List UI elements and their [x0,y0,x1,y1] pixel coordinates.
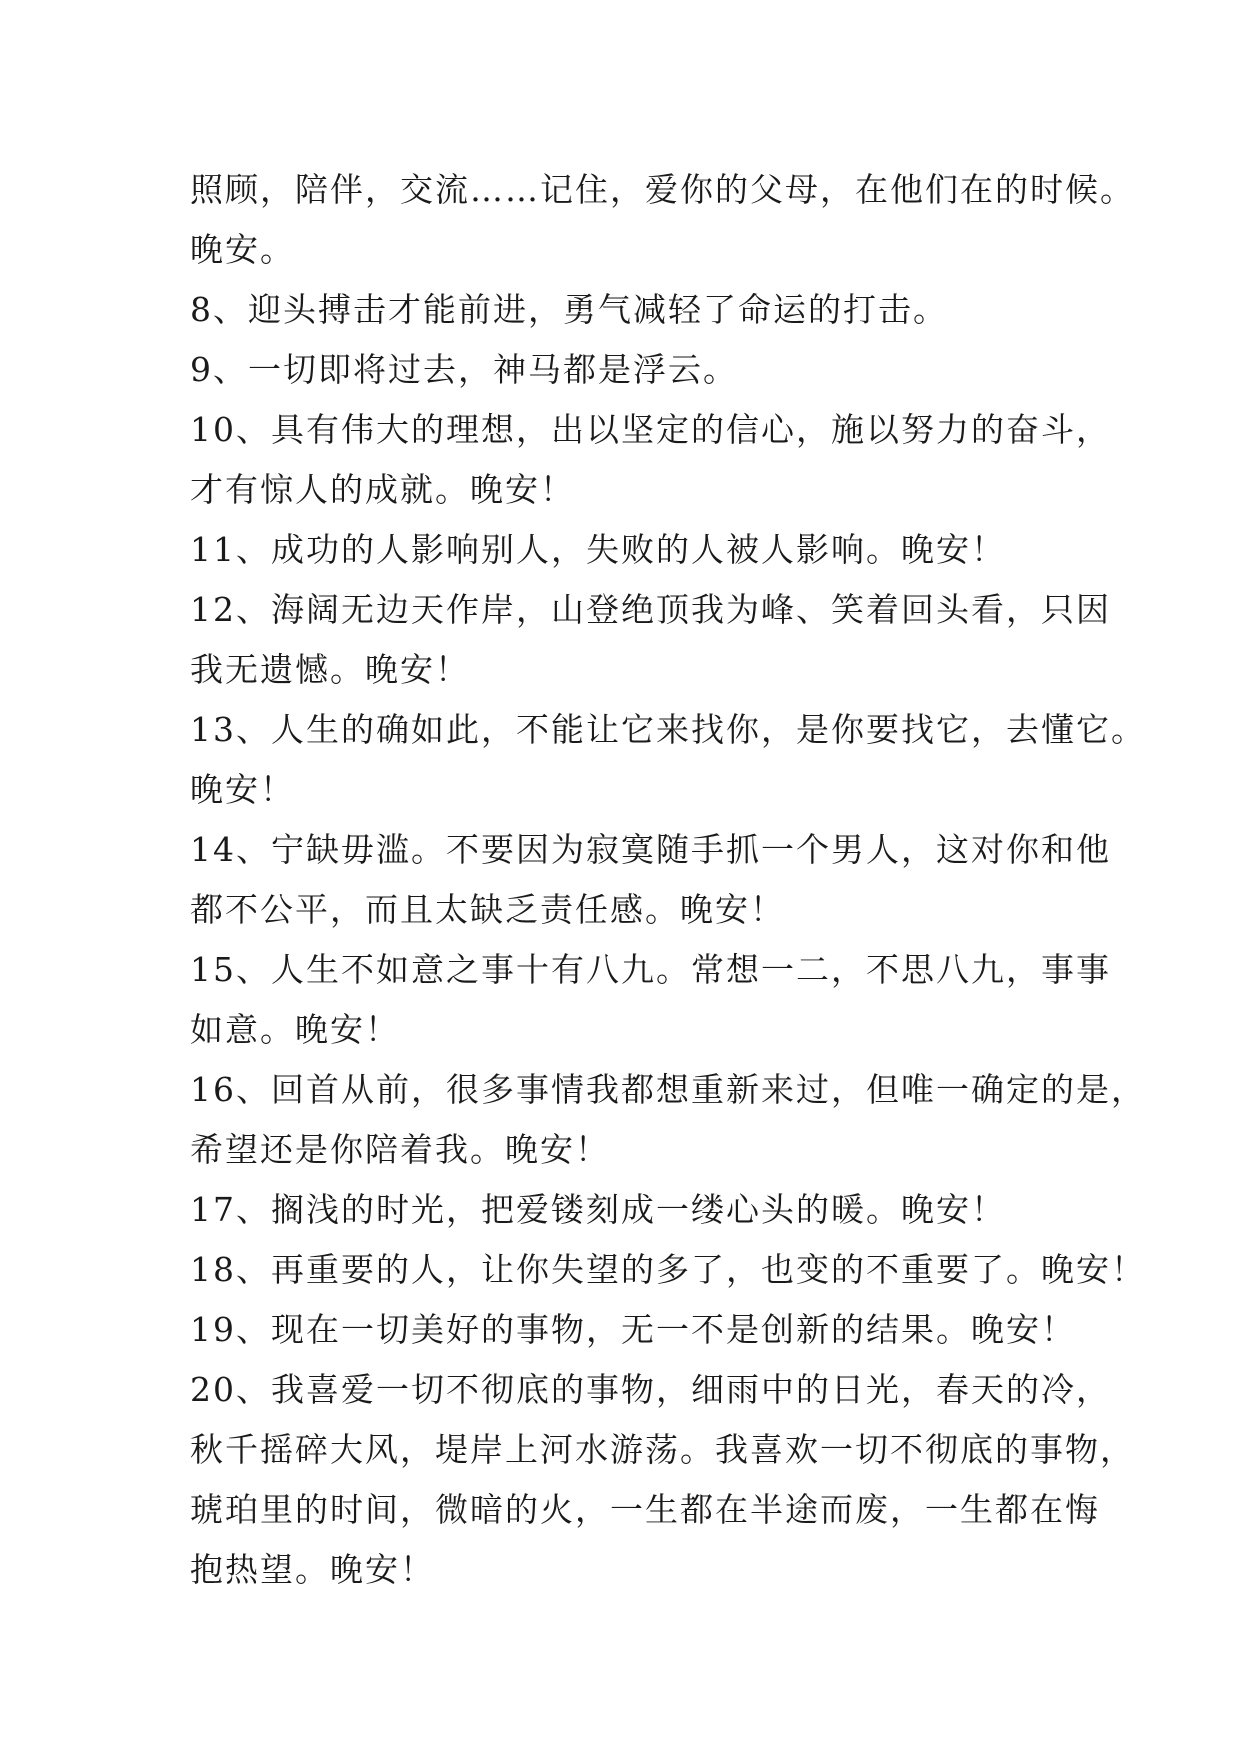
text-line: 20、我喜爱一切不彻底的事物，细雨中的日光，春天的冷， [190,1370,1111,1409]
text-line: 17、搁浅的时光，把爱镂刻成一缕心头的暖。晚安！ [190,1190,1006,1229]
text-line: 秋千摇碎大风，堤岸上河水游荡。我喜欢一切不彻底的事物， [190,1430,1135,1469]
text-line: 希望还是你陪着我。晚安！ [190,1130,610,1169]
text-line: 11、成功的人影响别人，失败的人被人影响。晚安！ [190,530,1006,569]
text-line: 8、迎头搏击才能前进，勇气减轻了命运的打击。 [190,290,948,329]
text-line: 18、再重要的人，让你失望的多了，也变的不重要了。晚安！ [190,1250,1146,1289]
text-line: 晚安！ [190,770,295,809]
text-line: 如意。晚安！ [190,1010,400,1049]
text-line: 抱热望。晚安！ [190,1550,435,1589]
text-line: 都不公平，而且太缺乏责任感。晚安！ [190,890,785,929]
text-line: 10、具有伟大的理想，出以坚定的信心，施以努力的奋斗， [190,410,1111,449]
text-line: 13、人生的确如此，不能让它来找你，是你要找它，去懂它。 [190,710,1146,749]
text-line: 晚安。 [190,230,295,269]
text-line: 9、一切即将过去，神马都是浮云。 [190,350,738,389]
text-line: 16、回首从前，很多事情我都想重新来过，但唯一确定的是， [190,1070,1146,1109]
text-line: 照顾，陪伴，交流……记住，爱你的父母，在他们在的时候。 [190,170,1135,209]
text-line: 琥珀里的时间，微暗的火，一生都在半途而废，一生都在悔 [190,1490,1100,1529]
text-line: 15、人生不如意之事十有八九。常想一二，不思八九，事事 [190,950,1111,989]
text-line: 我无遗憾。晚安！ [190,650,470,689]
text-line: 14、宁缺毋滥。不要因为寂寞随手抓一个男人，这对你和他 [190,830,1111,869]
text-line: 19、现在一切美好的事物，无一不是创新的结果。晚安！ [190,1310,1076,1349]
document-body [190,160,1146,1600]
text-line: 12、海阔无边天作岸，山登绝顶我为峰、笑着回头看，只因 [190,590,1111,629]
text-line: 才有惊人的成就。晚安！ [190,470,575,509]
